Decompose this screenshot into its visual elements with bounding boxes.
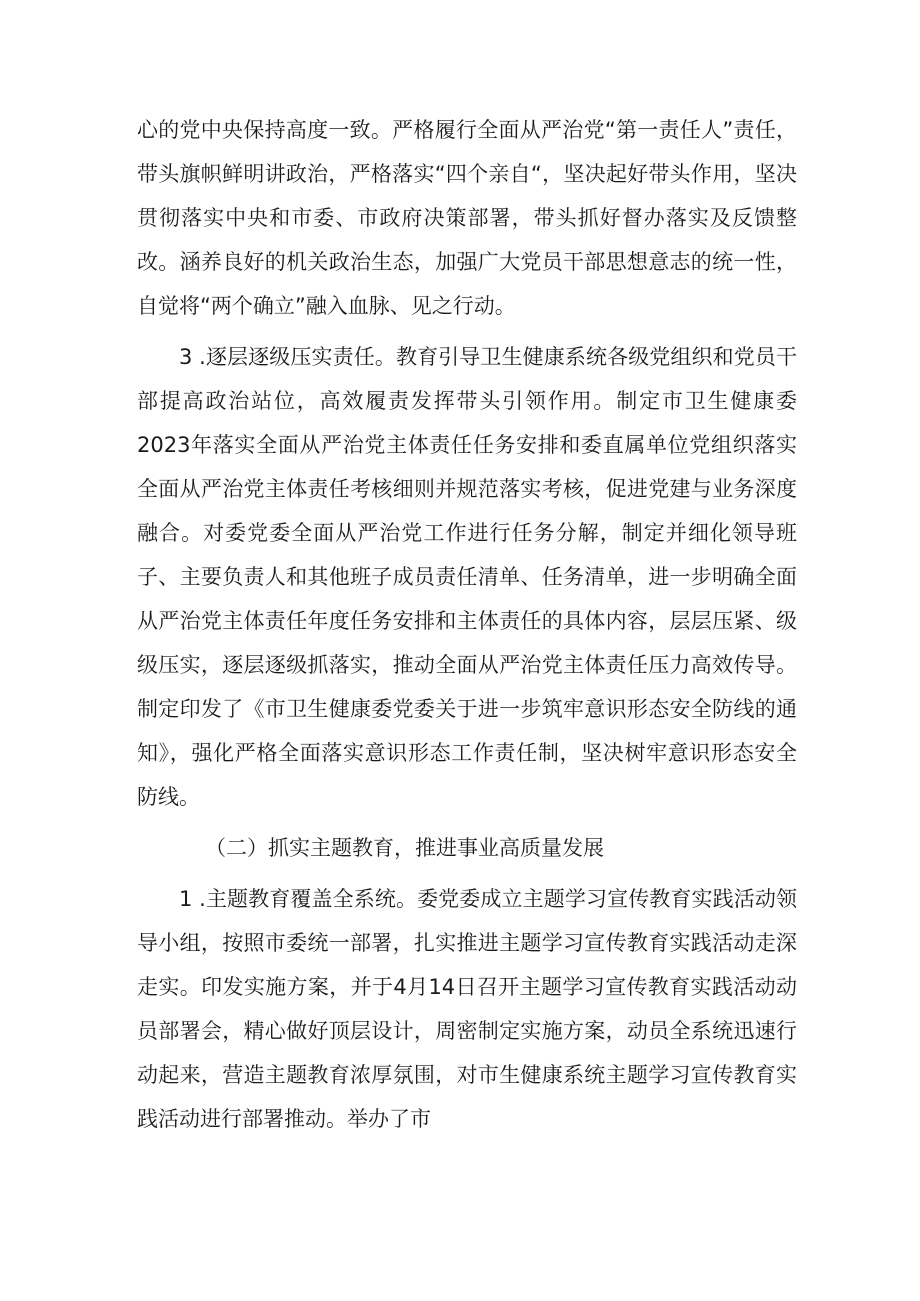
paragraph-continuation: 心的党中央保持高度一致。严格履行全面从严治党“第一责任人”责任，带头旗帜鲜明讲政治，严格落实“四个亲自“，坚决起好带头作用，坚决贯彻落实中央和市委、市政府决策部署，带头抓好督办落实及反馈整改。涵养良好的机关政治生态，加强广大党员干部思想意志的统一性，自觉将“两个确立”融入血脉、见之行动。: [137, 118, 797, 318]
document-body: [137, 108, 797, 1148]
paragraph-item-1: 1 .主题教育覆盖全系统。委党委成立主题学习宣传教育实践活动领导小组，按照市委统一部署，扎实推进主题学习宣传教育实践活动走深走实。印发实施方案，并于4月14日召开主题学习宣传教育实践活动动员部署会，精心做好顶层设计，周密制定实施方案，动员全系统迅速行动起来，营造主题教育浓厚氛围，对市生健康系统主题学习宣传教育实践活动进行部署推动。举办了市: [137, 887, 797, 1131]
paragraph-item-3: 3 .逐层逐级压实责任。教育引导卫生健康系统各级党组织和党员干部提高政治站位，高效履责发挥带头引领作用。制定市卫生健康委2023年落实全面从严治党主体责任任务安排和委直属单位党组织落实全面从严治党主体责任考核细则并规范落实考核，促进党建与业务深度融合。对委党委全面从严治党工作进行任务分解，制定并细化领导班子、主要负责人和其他班子成员责任清单、任务清单，进一步明确全面从严治党主体责任年度任务安排和主体责任的具体内容，层层压紧、级级压实，逐层逐级抓落实，推动全面从严治党主体责任压力高效传导。制定印发了《市卫生健康委党委关于进一步筑牢意识形态安全防线的通知》，强化严格全面落实意识形态工作责任制，坚决树牢意识形态安全防线。: [137, 345, 797, 809]
section-heading-2: （二）抓实主题教育，推进事业高质量发展: [205, 836, 604, 860]
